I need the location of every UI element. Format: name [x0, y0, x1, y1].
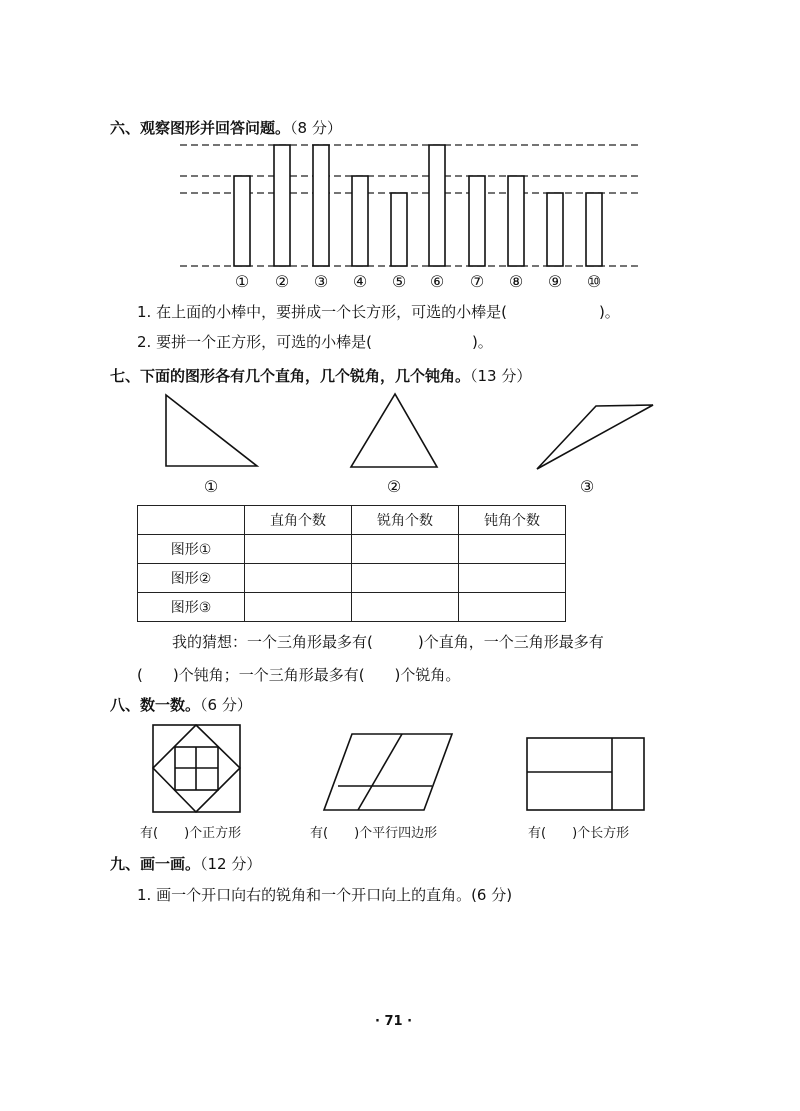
section-7-points: （13 分） [470, 367, 532, 385]
section-8-title: 八、数一数。 [110, 696, 201, 714]
question-9-1: 1. 画一个开口向右的锐角和一个开口向上的直角。(6 分) [137, 886, 513, 904]
section-9-heading [110, 853, 261, 874]
stick-label-8: ⑧ [508, 272, 524, 291]
parallelogram-figure [324, 734, 452, 810]
table-header-acute-angles: 锐角个数 [352, 506, 459, 535]
stick-label-6: ⑥ [429, 272, 445, 291]
rectangle-figure [527, 738, 644, 810]
triangle-label-1: ① [203, 477, 219, 496]
section-9-points: （12 分） [200, 855, 262, 873]
triangle-label-2: ② [386, 477, 402, 496]
question-6-1-text: 1. 在上面的小棒中，要拼成一个长方形，可选的小棒是( [137, 303, 507, 321]
square-pattern-figure [153, 725, 240, 812]
stick-label-2: ② [274, 272, 290, 291]
guess-line-1: 我的猜想：一个三角形最多有( )个直角，一个三角形最多有 [172, 633, 604, 651]
section-8-points: （6 分） [200, 696, 252, 714]
caption-rectangles: 有( )个长方形 [528, 826, 630, 841]
section-9-title: 九、画一画。 [110, 855, 201, 873]
stick-label-5: ⑤ [391, 272, 407, 291]
guess-line-2: ( )个钝角；一个三角形最多有( )个锐角。 [137, 666, 461, 684]
caption-squares: 有( )个正方形 [140, 826, 242, 841]
question-6-2-text: 2. 要拼一个正方形，可选的小棒是( [137, 333, 372, 351]
section-7-title: 七、下面的图形各有几个直角，几个锐角，几个钝角。 [110, 367, 471, 385]
stick-label-10: ⑩ [586, 272, 602, 291]
page-number: · 71 · [375, 1014, 413, 1029]
stick-label-9: ⑨ [547, 272, 563, 291]
section-6-points: （8 分） [290, 119, 342, 137]
section-6-title: 六、观察图形并回答问题。 [110, 119, 291, 137]
row-label: 图形③ [138, 593, 245, 622]
question-6-1-end: )。 [598, 303, 620, 321]
stick-label-4: ④ [352, 272, 368, 291]
stick-label-1: ① [234, 272, 250, 291]
stick-label-3: ③ [313, 272, 329, 291]
table-header-right-angles: 直角个数 [245, 506, 352, 535]
triangle-label-3: ③ [579, 477, 595, 496]
row-label: 图形② [138, 564, 245, 593]
question-6-2-end: )。 [471, 333, 493, 351]
row-label: 图形① [138, 535, 245, 564]
caption-parallelograms: 有( )个平行四边形 [310, 826, 438, 841]
stick-label-7: ⑦ [469, 272, 485, 291]
table-header-obtuse-angles: 钝角个数 [459, 506, 566, 535]
